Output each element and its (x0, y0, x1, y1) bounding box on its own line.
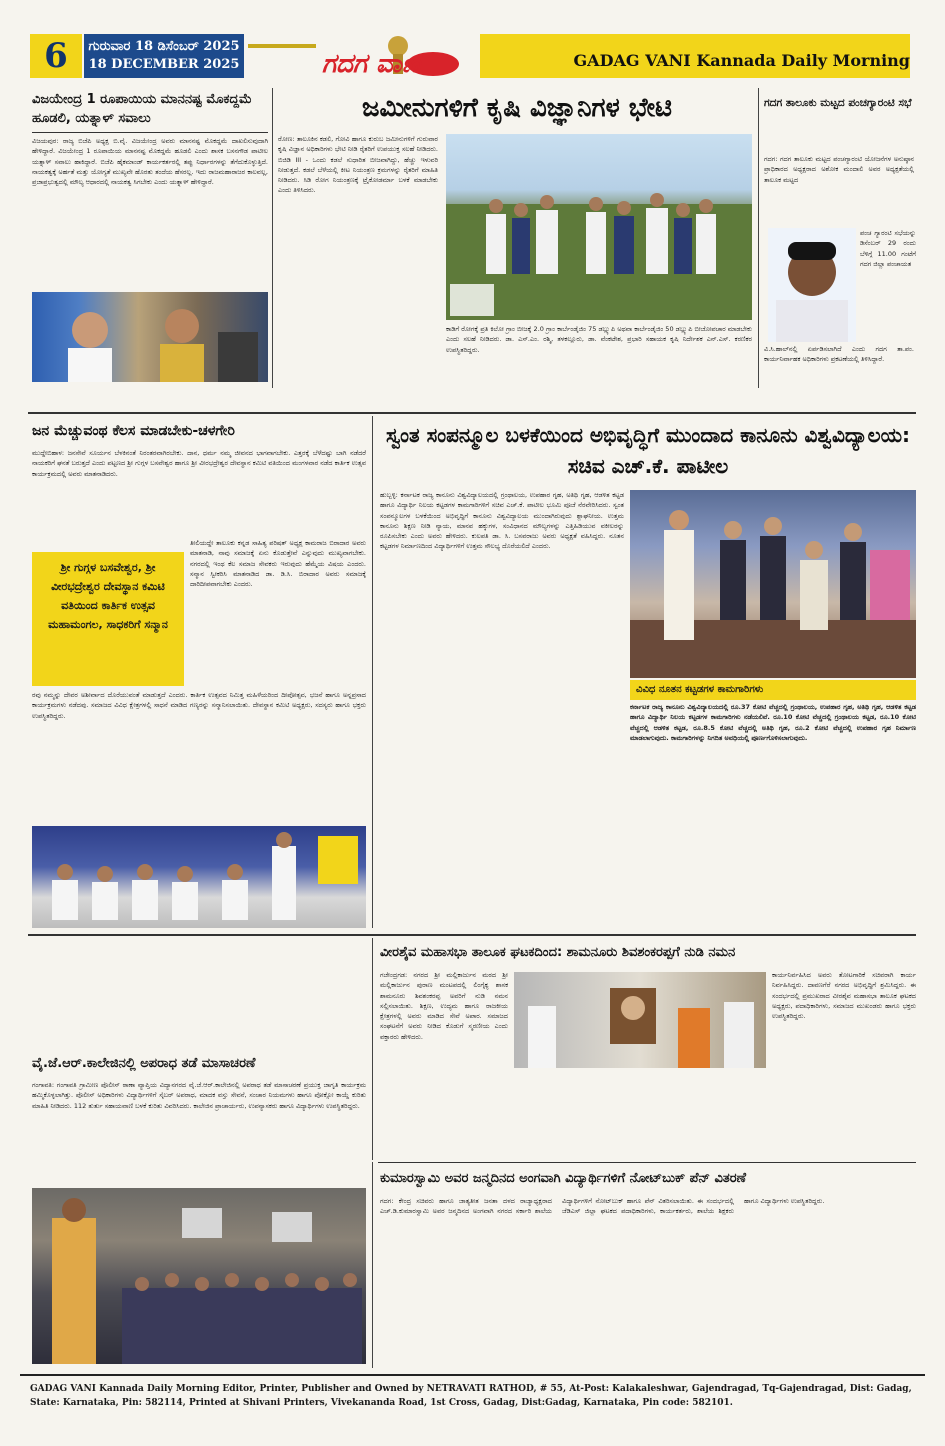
article-4-highlight-box (32, 552, 184, 686)
article-7-body: ಗಂಗಾವತಿ: ಗಂಗಾವತಿ ಗ್ರಾಮೀಣ ಪೊಲೀಸ್ ಠಾಣಾ ವ್ಯಾಪ್ತಿಯ ವಿದ್ಯಾನಗರದ ವೈ.ಜೆ.ಆರ್.ಕಾಲೇಜಿನಲ್ಲಿ ಅಪರಾಧ ತಡೆ ಮಾಸಾಚರಣೆ ಪ್ರಯುಕ್ತ ಜಾಗೃತಿ ಕಾರ್ಯಕ್ರಮ ಹಮ್ಮಿಕೊಳ್ಳಲಾಗಿತ್ತು. ಪೊಲೀಸ್ ಅಧಿಕಾರಿಗಳು ವಿದ್ಯಾರ್ಥಿಗಳಿಗೆ ಸೈಬರ್ ಅಪರಾಧ, ಮಾದಕ ವಸ್ತು ಸೇವನೆ, ಸಂಚಾರ ನಿಯಮಗಳು ಹಾಗೂ ಪೋಕ್ಸೋ ಕಾಯ್ದೆ ಕುರಿತು ಮಾಹಿತಿ ನೀಡಿದರು. 112 ತುರ್ತು ಸಹಾಯವಾಣಿ ಬಳಕೆ ಕುರಿತು ವಿವರಿಸಿದರು. ಕಾಲೇಜಿನ ಪ್ರಾಚಾರ್ಯರು, ಉಪನ್ಯಾಸಕರು ಹಾಗೂ ವಿದ್ಯಾರ್ಥಿಗಳು ಉಪಸ್ಥಿತರಿದ್ದರು. (32, 1081, 366, 1110)
column-divider (272, 88, 273, 388)
article-2-headline: ಜಮೀನುಗಳಿಗೆ ಕೃಷಿ ವಿಜ್ಞಾನಿಗಳ ಭೇಟಿ (361, 93, 673, 123)
article-6-photo (514, 972, 766, 1068)
date-english: 18 DECEMBER 2025 (88, 57, 240, 72)
divider (32, 132, 268, 133)
page-number: 6 (30, 34, 82, 78)
article-1-photo (32, 292, 268, 382)
paper-name: GADAG VANI Kannada Daily Morning (573, 51, 910, 70)
divider (378, 1162, 916, 1163)
masthead-rule (248, 44, 316, 48)
article-5-body: ಹುಬ್ಬಳ್ಳಿ: ಕರ್ನಾಟಕ ರಾಜ್ಯ ಕಾನೂನು ವಿಶ್ವವಿದ್ಯಾಲಯದಲ್ಲಿ ಗ್ರಂಥಾಲಯ, ಉಪಹಾರ ಗೃಹ, ಅತಿಥಿ ಗೃಹ, ಆಡಳಿತ ಕಟ್ಟಡ ಹಾಗೂ ವಿದ್ಯಾರ್ಥಿ ನಿಲಯ ಕಟ್ಟಡಗಳ ಕಾಮಗಾರಿಗಳಿಗೆ ಸಚಿವ ಎಚ್.ಕೆ. ಪಾಟೀಲ ಭೂಮಿ ಪೂಜೆ ನೆರವೇರಿಸಿದರು. ಸ್ವಂತ ಸಂಪನ್ಮೂಲಗಳ ಬಳಕೆಯಿಂದ ಅಭಿವೃದ್ಧಿಗೆ ಕಾನೂನು ವಿಶ್ವವಿದ್ಯಾಲಯ ಮುಂದಾಗಿರುವುದು ಶ್ಲಾಘನೀಯ. ಉತ್ತಮ ಕಾನೂನು ಶಿಕ್ಷಣ ನೀಡಿ ನ್ಯಾಯ, ಮಾನವ ಹಕ್ಕುಗಳ, ಸಂವಿಧಾನದ ಮೌಲ್ಯಗಳನ್ನು ಎತ್ತಿಹಿಡಿಯುವ ವಕೀಲರನ್ನು ರೂಪಿಸಬೇಕು ಎಂದು ಅವರು ಹೇಳಿದರು. ಕುಲಪತಿ ಡಾ. ಸಿ. ಬಸವರಾಜು ಅವರು ಅಧ್ಯಕ್ಷತೆ ವಹಿಸಿದ್ದರು. ನೂತನ ಕಟ್ಟಡಗಳ ನಿರ್ಮಾಣದಿಂದ ವಿದ್ಯಾರ್ಥಿಗಳಿಗೆ ಉತ್ತಮ ಸೌಲಭ್ಯ ದೊರೆಯಲಿದೆ ಎಂದರು. (380, 491, 624, 551)
column-divider (372, 1162, 373, 1368)
article-4-body-right: ತೀಲಿಯದ್ದೇ ತಾಲೂಕು ಕನ್ನಡ ಸಾಹಿತ್ಯ ಪರಿಷತ್ ಅಧ್ಯಕ್ಷ ಕಾಮರಾಜ ಬಿರಾದಾರ ಅವರು ಮಾತನಾಡಿ, ನಾವು ಸಮಾಜಕ್ಕೆ ಏನು ಕೊಡುತ್ತೇವೆ ಎನ್ನುವುದು ಮುಖ್ಯವಾಗಬೇಕು. ನಗರದಲ್ಲಿ ಇಂಥ ಕೆಲ ಸಮಾಜ ಸೇವಕರು ಇರುವುದು ಹೆಮ್ಮೆಯ ವಿಷಯ ಎಂದರು. ಸನ್ಮಾನ ಸ್ವೀಕರಿಸಿ ಮಾತನಾಡಿದ ಡಾ. ಡಿ.ಸಿ. ಬಿರಾದಾರ ಅವರು ಸಮಾಜಕ್ಕೆ ದಾರಿದೀಪವಾಗಬೇಕು ಎಂದರು. (190, 539, 366, 589)
article-5-box-body: ಕರ್ನಾಟಕ ರಾಜ್ಯ ಕಾನೂನು ವಿಶ್ವವಿದ್ಯಾಲಯದಲ್ಲಿ ರೂ.37 ಕೋಟಿ ವೆಚ್ಚದಲ್ಲಿ ಗ್ರಂಥಾಲಯ, ಉಪಹಾರ ಗೃಹ, ಅತಿಥಿ ಗೃಹ, ಆಡಳಿತ ಕಟ್ಟಡ ಹಾಗೂ ವಿದ್ಯಾರ್ಥಿ ನಿಲಯ ಕಟ್ಟಡಗಳ ಕಾಮಗಾರಿಗಳು ನಡೆಯಲಿವೆ. ರೂ.10 ಕೋಟಿ ವೆಚ್ಚದಲ್ಲಿ ಗ್ರಂಥಾಲಯ ಕಟ್ಟಡ, ರೂ.10 ಕೋಟಿ ವೆಚ್ಚದಲ್ಲಿ ಆಡಳಿತ ಕಟ್ಟಡ, ರೂ.8.5 ಕೋಟಿ ವೆಚ್ಚದಲ್ಲಿ ಅತಿಥಿ ಗೃಹ, ರೂ.2 ಕೋಟಿ ವೆಚ್ಚದಲ್ಲಿ ಉಪಹಾರ ಗೃಹ ನಿರ್ಮಾಣ ಮಾಡಲಾಗುವುದು. ಕಾಮಗಾರಿಗಳನ್ನು ನಿಗದಿತ ಅವಧಿಯಲ್ಲಿ ಪೂರ್ಣಗೊಳಿಸಲಾಗುವುದು. (630, 703, 916, 742)
article-5-photo (630, 490, 916, 678)
article-5-headline: ಸ್ವಂತ ಸಂಪನ್ಮೂಲ ಬಳಕೆಯಿಂದ ಅಭಿವೃದ್ಧಿಗೆ ಮುಂದಾದ ಕಾನೂನು ವಿಶ್ವವಿದ್ಯಾಲಯ: ಸಚಿವ ಎಚ್.ಕೆ. ಪಾಟೀಲ (385, 423, 910, 478)
article-3-photo (768, 228, 856, 342)
article-2-body-left: ರೋಣ: ತಾಲೂಕಿನ ಕಡಲಿ, ಗೋವಿ ಹಾಗೂ ಕುರುಬ ಜಮೀನುಗಳಿಗೆ ಗುರುವಾರ ಕೃಷಿ ವಿಜ್ಞಾನ ಅಧಿಕಾರಿಗಳು ಭೇಟಿ ನೀಡಿ ರೈತರಿಗೆ ಉಪಯುಕ್ತ ಸಲಹೆ ನೀಡಿದರು. ಬಿಜಿಡಿ III - ಒಂದು ಕಡಲೆ ಸುಧಾರಿತ ಬೀಜವಾಗಿದ್ದು, ಹೆಚ್ಚು ಇಳುವರಿ ನೀಡುತ್ತದೆ. ಕಡಲೆ ಬೆಳೆಯಲ್ಲಿ ಕೀಟ ನಿಯಂತ್ರಣ ಕ್ರಮಗಳನ್ನು ರೈತರಿಗೆ ಮಾಹಿತಿ ನೀಡಿದರು. ಸಿಡಿ ರೋಗ ನಿಯಂತ್ರಣಕ್ಕೆ ಟ್ರೈಕೋಡರ್ಮಾ ಬಳಕೆ ಮಾಡಬೇಕು ಎಂದು ತಿಳಿಸಿದರು. (278, 135, 438, 195)
article-6-body-right: ಕಾರ್ಯನಿರ್ವಹಿಸಿದ ಅವರು ತೋಟಗಾರಿಕೆ ಸಚಿವರಾಗಿ ಕಾರ್ಯ ನಿರ್ವಹಿಸಿದ್ದರು. ದಾವಣಗೆರೆ ನಗರದ ಅಭಿವೃದ್ಧಿಗೆ ಶ್ರಮಿಸಿದ್ದರು. ಈ ಸಂದರ್ಭದಲ್ಲಿ ಪ್ರಮುಖರಾದ ವೀರಶೈವ ಮಹಾಸಭಾ ತಾಲೂಕ ಘಟಕದ ಅಧ್ಯಕ್ಷರು, ಪದಾಧಿಕಾರಿಗಳು, ಸಮಾಜದ ಮುಖಂಡರು ಹಾಗೂ ಭಕ್ತರು ಉಪಸ್ಥಿತರಿದ್ದರು. (772, 971, 916, 1021)
article-4-headline: ಜನ ಮೆಚ್ಚುವಂಥ ಕೆಲಸ ಮಾಡಬೇಕು-ಚಳಗೇರಿ (32, 423, 235, 439)
newspaper-logo (318, 30, 478, 80)
column-divider (372, 938, 373, 1160)
section-divider (28, 412, 916, 414)
article-3-body-side: ಪಂಚ ಗ್ಯಾರಂಟಿ ಸಭೆಯನ್ನು ಡಿಸೆಂಬರ್ 29 ರಂದು ಬೆಳಿಗ್ಗೆ 11.00 ಗಂಟೆಗೆ ಗದಗ ಜಿಲ್ಲಾ ಪಂಚಾಯತ (860, 229, 916, 268)
date-box (84, 34, 244, 78)
article-7-photo (32, 1188, 366, 1364)
article-5-box-title: ವಿವಿಧ ನೂತನ ಕಟ್ಟಡಗಳ ಕಾಮಗಾರಿಗಳು (630, 680, 916, 700)
date-kannada: ಗುರುವಾರ 18 ಡಿಸೆಂಬರ್ 2025 (88, 39, 240, 54)
column-divider (758, 88, 759, 388)
article-3-body-top: ಗದಗ: ಗದಗ ತಾಲೂಕು ಮಟ್ಟದ ಪಂಚಗ್ಯಾರಂಟಿ ಯೋಜನೆಗಳ ಅನುಷ್ಠಾನ ಪ್ರಾಧಿಕಾರದ ಅಧ್ಯಕ್ಷರಾದ ಅಶೋಕ ಮಂದಾಲಿ ಅವರ ಅಧ್ಯಕ್ಷತೆಯಲ್ಲಿ ತಾಲೂಕ ಮಟ್ಟದ (764, 155, 914, 184)
article-3-headline: ಗದಗ ತಾಲೂಕು ಮಟ್ಟದ ಪಂಚಗ್ಯಾರಂಟಿ ಸಭೆ (764, 97, 912, 109)
imprint-footer: GADAG VANI Kannada Daily Morning Editor, Printer, Publisher and Owned by NETRAVATI RATHOD, # 55, At-Post: Kalakaleshwar, Gajendragad, Tq-Gajendragad, Dist: Gadag, State: Karnataka, Pin: 582114, Printed at Shivani Printers, Vivekananda Road, 1st Cross, Gadag, Dist:Gadag, Karnataka, Pin code: 582101. (20, 1374, 925, 1430)
article-4-highlight: ಶ್ರೀ ಗುಗ್ಗಳ ಬಸವೇಶ್ವರ, ಶ್ರೀ ವೀರಭದ್ರೇಶ್ವರ ದೇವಸ್ಥಾನ ಕಮಿಟಿ ವತಿಯಿಂದ ಕಾರ್ತಿಕ ಉತ್ಸವ ಮಹಾಮಂಗಲ, ಸಾಧಕರಿಗೆ ಸನ್ಮಾನ (48, 561, 168, 631)
article-8-body: ಗದಗ: ಕೇಂದ್ರ ಸಚಿವರು ಹಾಗೂ ಜಾತ್ಯತೀತ ಜನತಾ ದಳದ ರಾಜ್ಯಾಧ್ಯಕ್ಷರಾದ ಎಚ್.ಡಿ.ಕುಮಾರಸ್ವಾಮಿ ಅವರ ಜನ್ಮದಿನದ ಅಂಗವಾಗಿ ನಗರದ ಸರ್ಕಾರಿ ಶಾಲೆಯ ವಿದ್ಯಾರ್ಥಿಗಳಿಗೆ ನೋಟ್‌ಬುಕ್ ಹಾಗೂ ಪೆನ್ ವಿತರಿಸಲಾಯಿತು. ಈ ಸಂದರ್ಭದಲ್ಲಿ ಜೆಡಿಎಸ್ ಜಿಲ್ಲಾ ಘಟಕದ ಪದಾಧಿಕಾರಿಗಳು, ಕಾರ್ಯಕರ್ತರು, ಶಾಲೆಯ ಶಿಕ್ಷಕರು ಹಾಗೂ ವಿದ್ಯಾರ್ಥಿಗಳು ಉಪಸ್ಥಿತರಿದ್ದರು. (380, 1197, 825, 1216)
article-1-body: ವಿಜಯಪುರ: ರಾಜ್ಯ ಬಿಜೆಪಿ ಅಧ್ಯಕ್ಷ ಬಿ.ವೈ. ವಿಜಯೇಂದ್ರ ಅವರು ಮಾನನಷ್ಟ ಮೊಕದ್ದಮೆ ದಾಖಲಿಸುವುದಾಗಿ ಹೇಳಿದ್ದಾರೆ. ವಿಜಯೇಂದ್ರ 1 ರೂಪಾಯಿಯ ಮಾನನಷ್ಟ ಮೊಕದ್ದಮೆ ಹೂಡಲಿ ಎಂದು ಶಾಸಕ ಬಸನಗೌಡ ಪಾಟೀಲ ಯತ್ನಾಳ್ ಸವಾಲು ಹಾಕಿದ್ದಾರೆ. ಬಿಜೆಪಿ ಹೈಕಮಾಂಡ್ ಕಾರ್ಯಕರ್ತರಲ್ಲಿ ತಪ್ಪು ನಿರ್ಧಾರಗಳನ್ನು ತೆಗೆದುಕೊಳ್ಳುತ್ತಿದೆ. ನಾಯಕತ್ವಕ್ಕೆ ಅರ್ಹತೆ ಮತ್ತು ಯೋಗ್ಯತೆ ಮುಖ್ಯವೇ ಹೊರತು ತಂದೆಯ ಹೆಸರಲ್ಲ. ಇದು ರಾಜಮಹಾರಾಜರ ಕಾಲವಲ್ಲ, ಪ್ರಜಾಪ್ರಭುತ್ವದಲ್ಲಿ ಮೌಲ್ಯ ಆಧಾರದಲ್ಲಿ ನಾಯಕತ್ವ ಸಿಗಬೇಕು ಎಂದು ಯತ್ನಾಳ್ ಹೇಳಿದ್ದಾರೆ. (32, 137, 268, 187)
column-divider (372, 416, 373, 928)
article-6-body: ಗಜೇಂದ್ರಗಡ: ನಗರದ ಶ್ರೀ ಮಲ್ಲಿಕಾರ್ಜುನ ಮಠದ ಶ್ರೀ ಮಲ್ಲಿಕಾರ್ಜುನ ಪುರಾಣ ಮಂಟಪದಲ್ಲಿ ಲಿಂಗೈಕ್ಯ ಶಾಸಕ ಶಾಮನೂರು ಶಿವಶಂಕರಪ್ಪ ಅವರಿಗೆ ನುಡಿ ನಮನ ಸಲ್ಲಿಸಲಾಯಿತು. ಶಿಕ್ಷಣ, ಉದ್ಯಮ ಹಾಗೂ ರಾಜಕೀಯ ಕ್ಷೇತ್ರಗಳಲ್ಲಿ ಅವರು ಮಾಡಿದ ಸೇವೆ ಅಪಾರ. ಸಮಾಜದ ಸಂಘಟನೆಗೆ ಅವರು ನೀಡಿದ ಕೊಡುಗೆ ಸ್ಮರಣೀಯ ಎಂದು ವಕ್ತಾರರು ಹೇಳಿದರು. (380, 971, 508, 1041)
article-4-body: ಮುದ್ದೇಬಿಹಾಳ: ಜನಸೇವೆ ಸೂರ್ಯನ ಬೆಳಕಿನಂತೆ ನಿರಂತರವಾಗಿರಬೇಕು. ದಾನ, ಧರ್ಮ ನಮ್ಮ ಜೀವನದ ಭಾಗವಾಗಬೇಕು. ಎತ್ತರಕ್ಕೆ ಬೆಳೆದಷ್ಟು ಬಾಗಿ ನಡೆದರೆ ನಾಯಕರಿಗೆ ಘನತೆ ಬರುತ್ತದೆ ಎಂದು ಪಟ್ಟಣದ ಶ್ರೀ ಗುಗ್ಗಳ ಬಸವೇಶ್ವರ ಹಾಗೂ ಶ್ರೀ ವೀರಭದ್ರೇಶ್ವರ ದೇವಸ್ಥಾನ ಕಮಿಟಿ ವತಿಯಿಂದ ಮಂಗಳವಾರ ನಡೆದ ಕಾರ್ತಿಕ ಉತ್ಸವ ಕಾರ್ಯಕ್ರಮದಲ್ಲಿ ಅವರು ಮಾತನಾಡಿದರು. (32, 449, 366, 478)
article-2-body-bottom: ಕಾಡಿಗೆ ರೋಗಕ್ಕೆ ಪ್ರತಿ ಕಿಲೋ ಗ್ರಾಂ ಬೀಜಕ್ಕೆ 2.0 ಗ್ರಾಂ ಕಾರ್ಬೆಂಡೈಜಿಂ 75 ಡಬ್ಲ್ಯುಪಿ ಅಥವಾ ಕಾರ್ಬೆಂಡೈಜಿಂ 50 ಡಬ್ಲ್ಯುಪಿ ಬೀಜೋಪಚಾರ ಮಾಡಬೇಕು ಎಂದು ಸಲಹೆ ನೀಡಿದರು. ಡಾ. ಎಸ್.ಎಂ. ರಶ್ಮಿ, ತಳಕಲ್ಲೂರು, ಡಾ. ವೆಂಕಟೇಶ, ಪ್ರಭಾರಿ ಸಹಾಯಕ ಕೃಷಿ ನಿರ್ದೇಶಕ ಎನ್.ಎಸ್. ಕರಣಿಕರ ಉಪಸ್ಥಿತರಿದ್ದರು. (446, 325, 752, 354)
article-3-body-bottom: ವಿ.ಸಿ.ಹಾಲ್‌ನಲ್ಲಿ ಏರ್ಪಡಿಸಲಾಗಿದೆ ಎಂದು ಗದಗ ತಾ.ಪಂ. ಕಾರ್ಯನಿರ್ವಾಹಕ ಅಧಿಕಾರಿಗಳು ಪ್ರಕಟಣೆಯಲ್ಲಿ ತಿಳಿಸಿದ್ದಾರೆ. (764, 345, 914, 364)
logo-text: ಗದಗ ವಾಣಿ (322, 49, 421, 79)
article-4-photo (32, 826, 366, 928)
article-2-photo (446, 134, 752, 320)
article-7-headline: ವೈ.ಜೆ.ಆರ್.ಕಾಲೇಜಿನಲ್ಲಿ ಅಪರಾಧ ತಡೆ ಮಾಸಾಚರಣೆ (32, 1056, 256, 1071)
section-divider (28, 934, 916, 936)
article-8-headline: ಕುಮಾರಸ್ವಾಮಿ ಅವರ ಜನ್ಮದಿನದ ಅಂಗವಾಗಿ ವಿದ್ಯಾರ್ಥಿಗಳಿಗೆ ನೋಟ್‌ಬುಕ್ ಪೆನ್ ವಿತರಣೆ (380, 1171, 747, 1186)
article-1-headline: ವಿಜಯೇಂದ್ರ 1 ರೂಪಾಯಿಯ ಮಾನನಷ್ಟ ಮೊಕದ್ದಮೆ ಹೂಡಲಿ, ಯತ್ನಾಳ್ ಸವಾಲು (32, 92, 252, 126)
article-6-headline: ವೀರಶೈವ ಮಹಾಸಭಾ ತಾಲೂಕ ಘಟಕದಿಂದ: ಶಾಮನೂರು ಶಿವಶಂಕರಪ್ಪಗೆ ನುಡಿ ನಮನ (380, 945, 736, 960)
article-4-body-bottom: ರವು ನಮ್ಮನ್ನು ದೇವರ ಅಶೀರ್ವಾದ ದೊರೆಯುವಂತೆ ಮಾಡುತ್ತದೆ ಎಂದರು. ಕಾರ್ತಿಕ ಉತ್ಸವದ ನಿಮಿತ್ತ ಮಹಿಳೆಯರಿಂದ ದೀಪೋತ್ಸವ, ಭಜನೆ ಹಾಗೂ ಅನ್ನಪ್ರಸಾದ ಕಾರ್ಯಕ್ರಮಗಳು ನಡೆದವು. ಸಮಾಜದ ವಿವಿಧ ಕ್ಷೇತ್ರಗಳಲ್ಲಿ ಸಾಧನೆ ಮಾಡಿದ ಗಣ್ಯರನ್ನು ಸನ್ಮಾನಿಸಲಾಯಿತು. ದೇವಸ್ಥಾನ ಕಮಿಟಿ ಅಧ್ಯಕ್ಷರು, ಸದಸ್ಯರು ಹಾಗೂ ಭಕ್ತರು ಉಪಸ್ಥಿತರಿದ್ದರು. (32, 691, 366, 720)
